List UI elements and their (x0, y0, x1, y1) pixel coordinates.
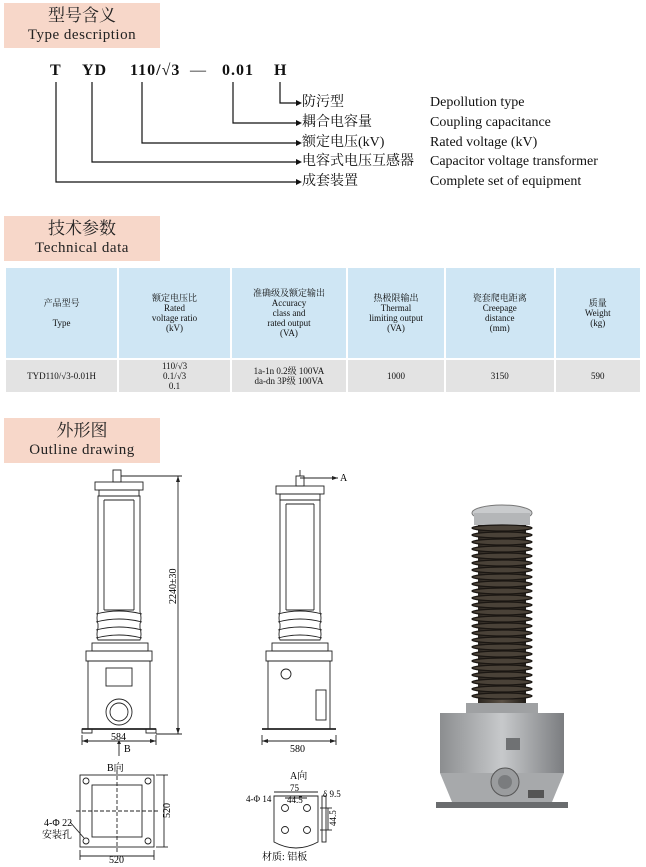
porcelain-shed (472, 574, 532, 580)
desc-en-cvt: Capacitor voltage transformer (430, 154, 598, 169)
desc-en-rated-voltage: Rated voltage (kV) (430, 135, 538, 150)
desc-en-complete-set: Complete set of equipment (430, 174, 582, 189)
code-part-h: H (274, 62, 288, 79)
cell-thermal: 1000 (348, 358, 444, 392)
label-mounting-holes: 安装孔 (42, 830, 72, 841)
cell-type: TYD110/√3-0.01H (6, 358, 117, 392)
front-view (82, 470, 182, 756)
type-description-title-en: Type description (27, 27, 137, 43)
dim-front-width: 584 (111, 732, 126, 743)
technical-data-title-en: Technical data (35, 240, 129, 256)
dim-plate-thickness: δ 9.5 (323, 789, 341, 799)
dim-height: 2240±30 (168, 568, 179, 604)
porcelain-shed (472, 644, 532, 650)
porcelain-shed (472, 532, 532, 538)
porcelain-shed (472, 602, 532, 608)
desc-zh-coupling: 耦合电容量 (302, 115, 372, 130)
dim-base-width: 520 (109, 855, 124, 866)
cell-weight: 590 (556, 358, 641, 392)
porcelain-shed (472, 539, 532, 545)
header-weight-en: Weight (kg) (584, 308, 611, 328)
header-weight-zh: 质量 (588, 298, 607, 308)
header-creepage-zh: 瓷套爬电距离 (472, 293, 527, 303)
header-thermal-en: Thermal limiting output (VA) (369, 303, 423, 333)
desc-zh-rated-voltage: 额定电压(kV) (302, 135, 385, 150)
porcelain-shed (472, 588, 532, 594)
dim-plate-75: 75 (290, 783, 299, 793)
porcelain-shed (472, 616, 532, 622)
porcelain-shed (472, 658, 532, 664)
outline-drawing-title-zh: 外形图 (56, 421, 108, 440)
base-view-b (70, 770, 168, 860)
outline-drawing-title-en: Outline drawing (29, 442, 135, 458)
cell-creepage: 3150 (446, 358, 554, 392)
porcelain-shed (472, 560, 532, 566)
porcelain-shed (472, 567, 532, 573)
porcelain-shed (472, 651, 532, 657)
desc-zh-cvt: 电容式电压互感器 (302, 154, 414, 169)
product-photo (436, 505, 568, 808)
porcelain-shed (472, 546, 532, 552)
side-view (262, 470, 338, 745)
type-description-title-zh: 型号含义 (48, 6, 116, 25)
header-ratio-zh: 额定电压比 (152, 293, 198, 303)
porcelain-shed (472, 553, 532, 559)
desc-zh-depollution: 防污型 (302, 95, 344, 110)
code-part-voltage: 110/√3 (130, 62, 181, 79)
view-a-label: A向 (290, 771, 308, 782)
header-accuracy-en: Accuracy class and rated output (VA) (267, 298, 311, 338)
dim-base-depth: 520 (162, 803, 173, 818)
view-a-marker: A (340, 473, 348, 484)
desc-en-coupling: Coupling capacitance (430, 115, 551, 130)
porcelain-shed (472, 693, 532, 699)
header-type-en: Type (52, 318, 71, 328)
header-creepage-en: Creepage distance (mm) (482, 303, 517, 333)
dim-plate-44-5-vertical: 44.5 (328, 810, 338, 826)
porcelain-shed (472, 679, 532, 685)
porcelain-shed (472, 686, 532, 692)
code-part-dash: — (190, 62, 207, 79)
cell-accuracy: 1a-1n 0.2级 100VA da-dn 3P级 100VA (232, 358, 346, 392)
porcelain-shed (472, 525, 532, 531)
porcelain-shed (472, 637, 532, 643)
dim-side-width: 580 (290, 744, 305, 755)
code-part-t: T (50, 62, 62, 79)
desc-en-depollution: Depollution type (430, 95, 525, 110)
desc-zh-complete-set: 成套装置 (302, 174, 358, 189)
code-part-yd: YD (82, 62, 108, 79)
porcelain-shed (472, 581, 532, 587)
header-accuracy-zh: 准确级及额定输出 (252, 288, 325, 298)
porcelain-shed (472, 609, 532, 615)
label-plate-holes: 4-Φ 14 (246, 794, 272, 804)
mounting-plate-view-a (274, 792, 332, 848)
porcelain-shed (472, 623, 532, 629)
porcelain-shed (472, 630, 532, 636)
header-type-zh: 产品型号 (43, 298, 80, 308)
porcelain-shed (472, 595, 532, 601)
view-b-label: B向 (107, 763, 124, 774)
cell-ratio: 110/√3 0.1/√3 0.1 (119, 358, 230, 392)
header-ratio-en: Rated voltage ratio (kV) (151, 303, 198, 333)
header-thermal-zh: 热极限输出 (373, 293, 419, 303)
label-material: 材质: 铝板 (262, 852, 308, 863)
technical-data-title-zh: 技术参数 (48, 219, 116, 238)
view-b-marker: B (124, 744, 131, 755)
label-holes: 4-Φ 22 (44, 818, 73, 829)
dim-plate-44-5: 44.5 (287, 795, 303, 805)
porcelain-shed (472, 665, 532, 671)
code-part-capacitance: 0.01 (222, 62, 254, 79)
porcelain-shed (472, 672, 532, 678)
